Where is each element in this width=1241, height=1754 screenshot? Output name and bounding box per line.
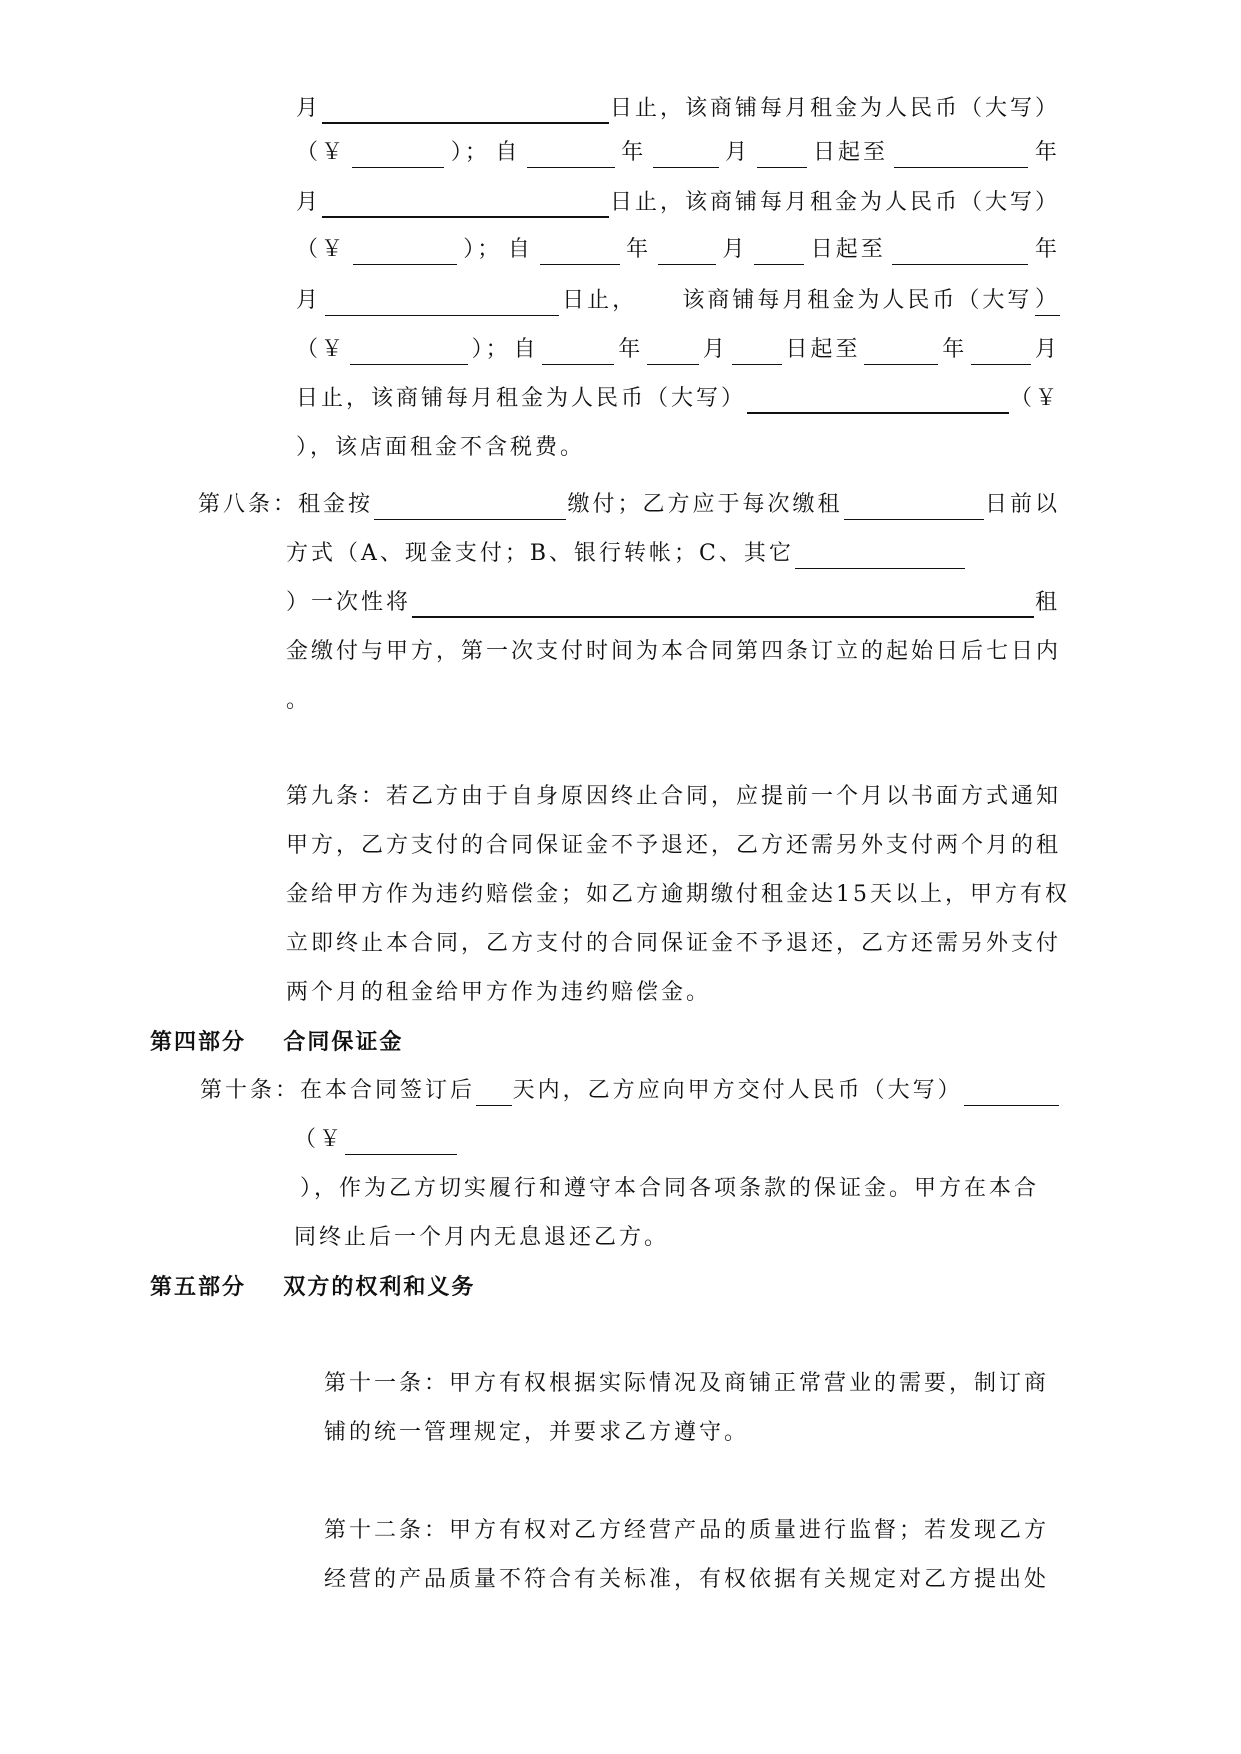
- article-9-line: 甲方，乙方支付的合同保证金不予退还，乙方还需另外支付两个月的租: [286, 833, 1062, 858]
- blank-month[interactable]: [653, 143, 719, 168]
- rent-schedule-line-3: [296, 188, 1060, 218]
- text-from: 自: [507, 237, 533, 262]
- text-month: 月: [296, 190, 322, 215]
- article-8-line-3: [286, 588, 1060, 618]
- blank-until-year[interactable]: [864, 340, 938, 365]
- blank-day[interactable]: [754, 240, 804, 265]
- text-rent-clause: 日止，该商铺每月租金为人民币（大写）: [609, 190, 1060, 215]
- rent-schedule-line-6: [296, 335, 1060, 365]
- part-5-heading: [150, 1272, 475, 1302]
- text-from-until: 日起至: [813, 140, 889, 165]
- rent-schedule-line-8: [296, 433, 585, 463]
- article-10-line-2: [294, 1125, 458, 1155]
- blank-until-year[interactable]: [894, 143, 1028, 168]
- text-rent-clause: 日止，该商铺每月租金为人民币（大写）: [296, 386, 747, 411]
- rent-schedule-line-1: [296, 94, 1060, 124]
- blank-day[interactable]: [757, 143, 807, 168]
- text-paren: ）；: [450, 140, 490, 165]
- blank-year[interactable]: [540, 240, 620, 265]
- blank-end-day[interactable]: [325, 291, 559, 316]
- blank-yen-amount[interactable]: [353, 240, 457, 265]
- article-11-line: 第十一条：甲方有权根据实际情况及商铺正常营业的需要，制订商: [324, 1371, 1050, 1396]
- article-8-line-4: [286, 637, 1061, 667]
- blank-days[interactable]: [476, 1081, 512, 1106]
- rent-schedule-line-4: [296, 235, 1060, 265]
- blank-rent-words[interactable]: [747, 388, 1009, 414]
- part-5-number: 第五部分: [150, 1274, 247, 1300]
- blank-until-year[interactable]: [892, 240, 1028, 265]
- text-yen: （￥: [296, 140, 347, 165]
- text-from-until: 日起至: [810, 237, 886, 262]
- blank-payment-period[interactable]: [374, 495, 566, 520]
- article-9-line: 两个月的租金给甲方作为违约赔偿金。: [286, 980, 712, 1005]
- text-yen: （￥: [294, 1127, 345, 1152]
- article-10-line-4: 同终止后一个月内无息退还乙方。: [294, 1225, 670, 1250]
- rent-schedule-line-5: [296, 286, 1060, 316]
- article-12-line: 第十二条：甲方有权对乙方经营产品的质量进行监督；若发现乙方: [324, 1518, 1050, 1543]
- text-year: 年: [626, 237, 652, 262]
- blank-year[interactable]: [542, 340, 614, 365]
- part-4-title: 合同保证金: [283, 1029, 404, 1055]
- text-yen: （￥: [1009, 386, 1060, 411]
- text-first-payment: 金缴付与甲方，第一次支付时间为本合同第四条订立的起始日后七日内: [286, 639, 1062, 664]
- text-from: 自: [495, 140, 521, 165]
- text-paren: ）；: [463, 237, 503, 262]
- article-9-line: 第九条：若乙方由于自身原因终止合同，应提前一个月以书面方式通知: [286, 784, 1062, 809]
- text-close-paren: ）: [1035, 285, 1060, 316]
- text-from-until: 日起至: [785, 337, 861, 362]
- text-month: 月: [296, 288, 322, 313]
- text-year: 年: [621, 140, 647, 165]
- text-before-day: 日前以: [984, 492, 1060, 517]
- blank-end-day[interactable]: [322, 192, 609, 218]
- part-4-number: 第四部分: [150, 1029, 247, 1055]
- blank-until-month[interactable]: [971, 340, 1031, 365]
- rent-schedule-line-7: [296, 384, 1060, 414]
- blank-end-day[interactable]: [322, 98, 609, 124]
- article-9-line: 立即终止本合同，乙方支付的合同保证金不予退还，乙方还需另外支付: [286, 931, 1062, 956]
- text-month: 月: [1034, 337, 1060, 362]
- text-tax-note: ），该店面租金不含税费。: [296, 435, 586, 460]
- blank-deposit-words[interactable]: [964, 1081, 1059, 1106]
- article-9-line: 金给甲方作为违约赔偿金；如乙方逾期缴付租金达15天以上，甲方有权: [286, 882, 1070, 907]
- text-day-stop: 日止，: [562, 288, 638, 313]
- blank-other-method[interactable]: [795, 544, 965, 569]
- text-from: 自: [513, 337, 539, 362]
- blank-month[interactable]: [658, 240, 716, 265]
- text-year: 年: [618, 337, 644, 362]
- article-11-line: 铺的统一管理规定，并要求乙方遵守。: [324, 1420, 750, 1445]
- text-year: 年: [1034, 140, 1060, 165]
- blank-deposit-amount[interactable]: [345, 1130, 457, 1155]
- article-8-line-5: [286, 686, 311, 716]
- text-period: 。: [286, 688, 312, 713]
- text-year: 年: [1034, 237, 1060, 262]
- blank-yen-amount[interactable]: [352, 143, 444, 168]
- text-rent: 租: [1034, 590, 1060, 615]
- text-yen: （￥: [296, 237, 347, 262]
- text-payment-methods: 方式（A、现金支付；B、银行转帐；C、其它: [286, 541, 794, 566]
- part-5-title: 双方的权利和义务: [283, 1274, 476, 1300]
- text-payment: 缴付；乙方应于每次缴租: [567, 492, 843, 517]
- blank-rent-amount[interactable]: [412, 592, 1034, 618]
- text-year: 年: [942, 337, 968, 362]
- blank-yen-amount[interactable]: [350, 340, 468, 365]
- text-paren: ）；: [471, 337, 511, 362]
- text-one-time: ）一次性将: [286, 590, 412, 615]
- text-deposit-clause: 天内，乙方应向甲方交付人民币（大写）: [512, 1078, 963, 1103]
- article-8-title: 第八条：租金按: [198, 492, 374, 517]
- article-8-line-1: [198, 490, 1060, 520]
- blank-payment-days[interactable]: [844, 495, 984, 520]
- text-rent-clause: 日止，该商铺每月租金为人民币（大写）: [609, 96, 1060, 121]
- rent-schedule-line-2: [296, 138, 1060, 168]
- blank-year[interactable]: [527, 143, 615, 168]
- article-10-title: 第十条：在本合同签订后: [200, 1078, 476, 1103]
- text-month: 月: [702, 337, 728, 362]
- blank-month[interactable]: [647, 340, 699, 365]
- article-8-line-2: [286, 539, 966, 569]
- blank-day[interactable]: [732, 340, 782, 365]
- article-10-line-3: ），作为乙方切实履行和遵守本合同各项条款的保证金。甲方在本合: [300, 1176, 1040, 1201]
- text-month: 月: [725, 140, 751, 165]
- article-12-line: 经营的产品质量不符合有关标准，有权依据有关规定对乙方提出处: [324, 1567, 1050, 1592]
- text-rent-clause: 该商铺每月租金为人民币（大写: [682, 288, 1033, 313]
- article-10-line-1: [200, 1076, 1060, 1106]
- text-month: 月: [296, 96, 322, 121]
- part-4-heading: [150, 1027, 403, 1057]
- text-month: 月: [722, 237, 748, 262]
- text-yen: （￥: [296, 337, 347, 362]
